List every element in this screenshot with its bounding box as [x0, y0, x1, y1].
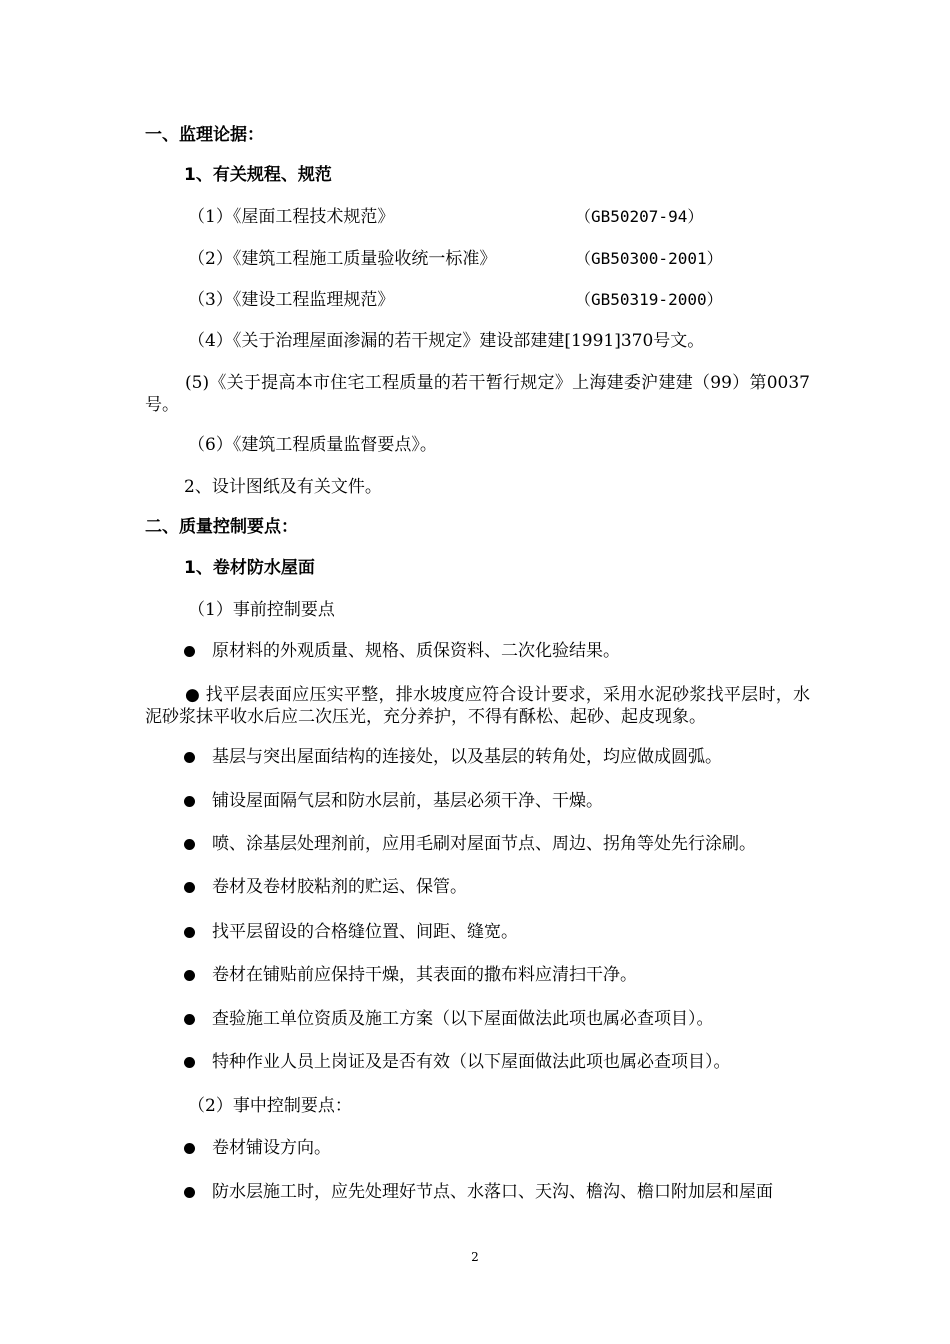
bullet-icon	[184, 927, 195, 938]
pre-control-title: （1）事前控制要点	[188, 600, 335, 620]
reference-1: （1）《屋面工程技术规范》	[188, 207, 395, 227]
bullet-icon	[184, 1187, 195, 1198]
reference-3: （3）《建设工程监理规范》	[188, 290, 395, 310]
subsection-1-1-title: 1、有关规程、规范	[184, 165, 332, 185]
bullet-icon	[184, 752, 195, 763]
bullet-icon	[184, 1057, 195, 1068]
bullet-icon	[184, 1143, 195, 1154]
subsection-2-1-title: 1、卷材防水屋面	[184, 558, 315, 578]
mid-control-item-1: 卷材铺设方向。	[212, 1138, 331, 1158]
bullet-icon	[184, 1014, 195, 1025]
section-2-title: 二、质量控制要点：	[145, 517, 298, 537]
section-1-title: 一、监理论据：	[145, 125, 264, 145]
pre-control-item-7: 找平层留设的合格缝位置、间距、缝宽。	[212, 922, 518, 942]
mid-control-title: （2）事中控制要点：	[188, 1096, 352, 1116]
bullet-icon	[184, 882, 195, 893]
reference-1-code: （GB50207-94）	[575, 207, 704, 226]
pre-control-item-1: 原材料的外观质量、规格、质保资料、二次化验结果。	[212, 641, 620, 661]
pre-control-item-8: 卷材在铺贴前应保持干燥，其表面的撒布料应清扫干净。	[212, 965, 637, 985]
page-number: 2	[471, 1250, 479, 1264]
pre-control-item-3: 基层与突出屋面结构的连接处，以及基层的转角处，均应做成圆弧。	[212, 747, 722, 767]
reference-2-code: （GB50300-2001）	[575, 249, 723, 268]
reference-4: （4）《关于治理屋面渗漏的若干规定》建设部建建[1991]370号文。	[188, 331, 705, 351]
pre-control-item-6: 卷材及卷材胶粘剂的贮运、保管。	[212, 877, 467, 897]
subsection-1-2: 2、设计图纸及有关文件。	[184, 477, 382, 497]
bullet-icon	[184, 796, 195, 807]
reference-2: （2）《建筑工程施工质量验收统一标准》	[188, 249, 497, 269]
pre-control-item-9: 查验施工单位资质及施工方案（以下屋面做法此项也属必查项目）。	[212, 1009, 714, 1029]
pre-control-item-2: ● 找平层表面应压实平整，排水坡度应符合设计要求，采用水泥砂浆找平层时，水泥砂浆抹平收水后应二次压光，充分养护，不得有酥松、起砂、起皮现象。	[145, 685, 810, 727]
reference-5: (5)《关于提高本市住宅工程质量的若干暂行规定》上海建委沪建建（99）第0037号。	[145, 373, 810, 415]
pre-control-item-10: 特种作业人员上岗证及是否有效（以下屋面做法此项也属必查项目）。	[212, 1052, 731, 1072]
pre-control-item-5: 喷、涂基层处理剂前，应用毛刷对屋面节点、周边、拐角等处先行涂刷。	[212, 834, 756, 854]
reference-6: （6）《建筑工程质量监督要点》。	[188, 435, 437, 455]
bullet-icon	[184, 839, 195, 850]
pre-control-item-4: 铺设屋面隔气层和防水层前，基层必须干净、干燥。	[212, 791, 603, 811]
bullet-icon	[184, 970, 195, 981]
reference-3-code: （GB50319-2000）	[575, 290, 723, 309]
mid-control-item-2: 防水层施工时，应先处理好节点、水落口、天沟、檐沟、檐口附加层和屋面	[212, 1182, 773, 1202]
bullet-icon	[184, 646, 195, 657]
